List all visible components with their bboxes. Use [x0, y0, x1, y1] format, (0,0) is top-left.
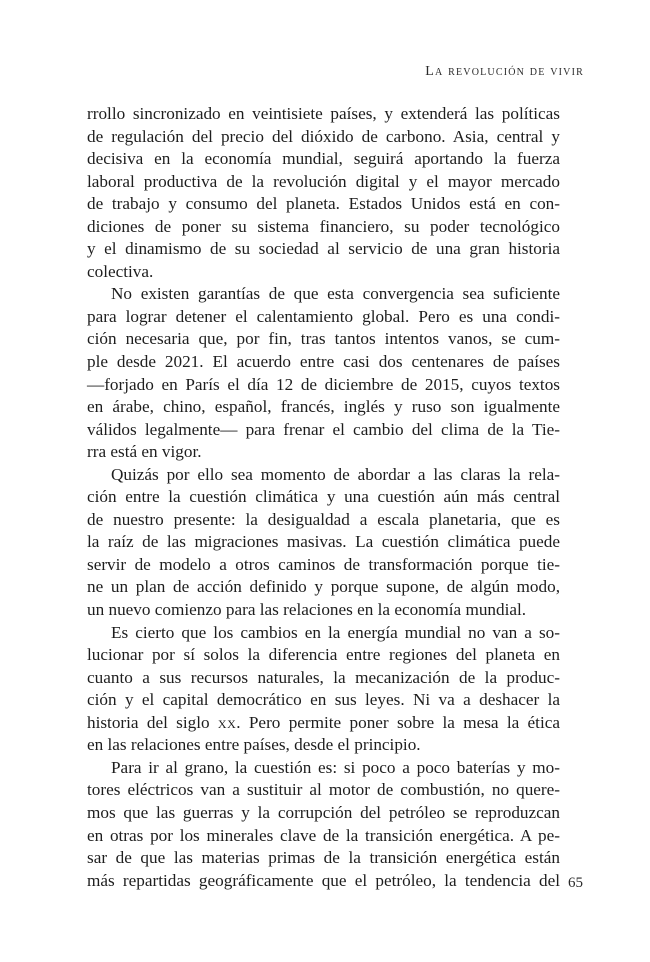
text-line: de regulación del precio del dióxido de carbono. Asia, central y [87, 126, 560, 146]
text-line: de trabajo y consumo del planeta. Estados Unidos está en con- [87, 194, 560, 214]
text-line: tores eléctricos van a sustituir al motor de combustión, no quere- [87, 780, 560, 800]
text-line: No existen garantías de que esta convergencia sea suficiente [111, 284, 560, 304]
text-line: válidos legalmente— para frenar el cambio del clima de la Tie- [87, 419, 560, 439]
text-line: en otras por los minerales clave de la transición energética. A pe- [87, 825, 560, 845]
running-head: La revolución de vivir [425, 64, 584, 79]
text-line: Quizás por ello sea momento de abordar a las claras la rela- [111, 464, 560, 484]
text-line: en las relaciones entre países, desde el principio. [87, 735, 421, 755]
text-line: ción entre la cuestión climática y una cuestión aún más central [87, 487, 560, 507]
page-number: 65 [568, 875, 583, 891]
text-line: sar de que las materias primas de la transición energética están [87, 848, 560, 868]
text-line: y el dinamismo de su sociedad al servicio de una gran historia [87, 239, 560, 259]
text-line: rrollo sincronizado en veintisiete países, y extenderá las políticas [87, 104, 560, 123]
text-line: cuanto a sus recursos naturales, la mecanización de la produc- [87, 667, 560, 687]
text-line: historia del siglo xx. Pero permite poner sobre la mesa la ética [87, 712, 560, 732]
text-line: de nuestro presente: la desigualdad a escala planetaria, que es [87, 509, 560, 529]
text-line: servir de modelo a otros caminos de transformación porque tie- [87, 554, 560, 574]
text-line: ne un plan de acción definido y porque supone, de algún modo, [87, 577, 560, 597]
text-line: mos que las guerras y la corrupción del petróleo se reproduzcan [87, 802, 560, 822]
text-line: rra está en vigor. [87, 442, 202, 462]
text-line: —forjado en París el día 12 de diciembre de 2015, cuyos textos [87, 374, 560, 394]
text-line: colectiva. [87, 261, 154, 281]
text-line: Es cierto que los cambios en la energía mundial no van a so- [111, 622, 560, 642]
text-line: decisiva en la economía mundial, seguirá aportando la fuerza [87, 149, 560, 169]
text-line: ple desde 2021. El acuerdo entre casi dos centenares de países [87, 352, 560, 372]
text-line: diciones de poner su sistema financiero, su poder tecnológico [87, 216, 560, 236]
text-line: más repartidas geográficamente que el petróleo, la tendencia del [87, 870, 560, 890]
text-line: ción y el capital democrático en sus leyes. Ni va a deshacer la [87, 690, 560, 710]
text-line: laboral productiva de la revolución digital y el mayor mercado [87, 171, 560, 191]
text-line: para lograr detener el calentamiento global. Pero es una condi- [87, 306, 560, 326]
century-numeral: xx [217, 712, 237, 732]
text-line: Para ir al grano, la cuestión es: si poco a poco baterías y mo- [111, 757, 560, 777]
text-line: ción necesaria que, por fin, tras tantos intentos vanos, se cum- [87, 329, 560, 349]
body-text [87, 103, 560, 892]
text-line: en árabe, chino, español, francés, inglés y ruso son igualmente [87, 397, 560, 417]
text-line: la raíz de las migraciones masivas. La cuestión climática puede [87, 532, 560, 552]
text-line: un nuevo comienzo para las relaciones en la economía mundial. [87, 600, 527, 620]
text-line: lucionar por sí solos la diferencia entre regiones del planeta en [87, 645, 560, 665]
